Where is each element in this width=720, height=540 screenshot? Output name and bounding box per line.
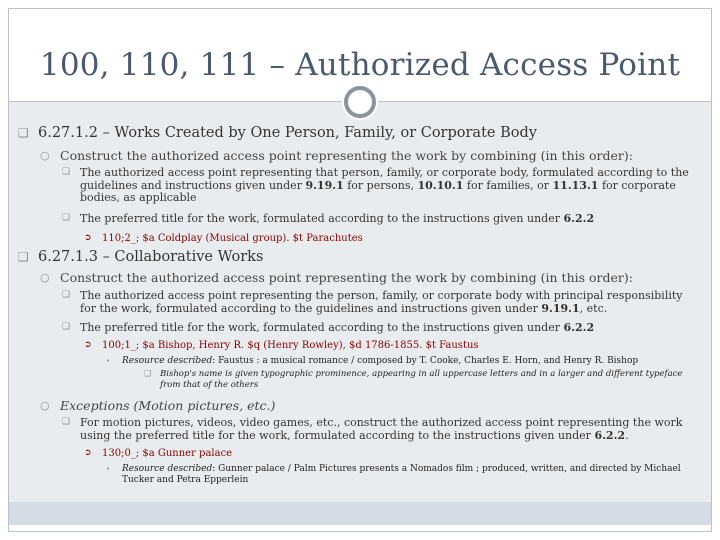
section-heading: 6.27.1.2 – Works Created by One Person, Family, or Corporate Body	[38, 125, 537, 141]
resource-described-row	[106, 356, 700, 367]
exceptions-heading: Exceptions (Motion pictures, etc.)	[60, 398, 276, 413]
list-item-text: The preferred title for the work, formulated according to the instructions given under 6.2.2	[80, 321, 595, 334]
list-item	[62, 213, 700, 226]
resource-described-row	[106, 464, 686, 486]
square-outline-icon: ❑	[18, 250, 29, 264]
list-item-text: The authorized access point representing the person, family, or corporate body with principal responsibility for the work, formulated according to the guidelines and instructions given under 9.19.1, etc.	[80, 289, 683, 315]
list-item-text: For motion pictures, videos, video games, etc., construct the authorized access point representing the work using the preferred title for the work, formulated according to the instructions given under 6.2.2.	[80, 416, 683, 442]
marc-example: 110;2_; $a Coldplay (Musical group). $t Parachutes	[102, 233, 363, 244]
slide-title: 100, 110, 111 – Authorized Access Point	[39, 47, 681, 83]
marc-example-row	[84, 448, 700, 460]
list-item-text: The preferred title for the work, formulated according to the instructions given under 6.2.2	[80, 212, 595, 225]
section-intro: Construct the authorized access point representing the work by combining (in this order):	[60, 270, 633, 285]
square-outline-icon: ❑	[62, 417, 71, 427]
marc-example-row	[84, 340, 700, 352]
list-item-text: The authorized access point representing that person, family, or corporate body, formulated according to the guidelines and instructions given under 9.19.1 for persons, 10.10.1 for families, or 11.13.1 for corporate bodies, as applicable	[80, 166, 689, 204]
section-heading-row	[18, 248, 700, 266]
section-intro-row	[40, 270, 700, 285]
section-heading-row	[18, 124, 700, 142]
square-outline-icon: ❑	[62, 213, 71, 223]
dot-icon: •	[106, 357, 111, 365]
dot-icon: •	[106, 465, 111, 473]
exceptions-heading-row	[40, 398, 700, 413]
marc-example: 130;0_; $a Gunner palace	[102, 448, 233, 459]
list-item	[62, 167, 700, 205]
resource-described: Resource described: Faustus : a musical romance / composed by T. Cooke, Charles E. Horn, and Henry R. Bishop	[122, 356, 639, 366]
arrow-bullet-icon: ➲	[84, 448, 92, 458]
circle-outline-icon: ○	[40, 149, 50, 162]
section-intro-row	[40, 148, 700, 163]
list-item	[62, 417, 700, 442]
circle-outline-icon: ○	[40, 399, 50, 412]
marc-example: 100;1_; $a Bishop, Henry R. $q (Henry Rowley), $d 1786-1855. $t Faustus	[102, 340, 479, 351]
square-outline-icon: ❑	[62, 322, 71, 332]
list-item	[62, 322, 700, 335]
list-item	[62, 290, 700, 315]
note-text: Bishop's name is given typographic prominence, appearing in all uppercase letters and in a larger and different typeface from that of the others	[160, 369, 683, 390]
resource-described: Resource described: Gunner palace / Palm Pictures presents a Nomados film ; produced, written, and directed by Michael Tucker and Petra Epperlein	[122, 464, 681, 485]
section-intro: Construct the authorized access point representing the work by combining (in this order):	[60, 148, 633, 163]
square-outline-icon: ❑	[144, 369, 152, 378]
note-row	[144, 369, 700, 391]
ring-icon	[341, 83, 379, 121]
arrow-bullet-icon: ➲	[84, 233, 92, 243]
arrow-bullet-icon: ➲	[84, 340, 92, 350]
square-outline-icon: ❑	[62, 167, 71, 177]
square-outline-icon: ❑	[62, 290, 71, 300]
square-outline-icon: ❑	[18, 126, 29, 140]
circle-outline-icon: ○	[40, 271, 50, 284]
marc-example-row	[84, 233, 700, 245]
section-heading: 6.27.1.3 – Collaborative Works	[38, 249, 264, 265]
